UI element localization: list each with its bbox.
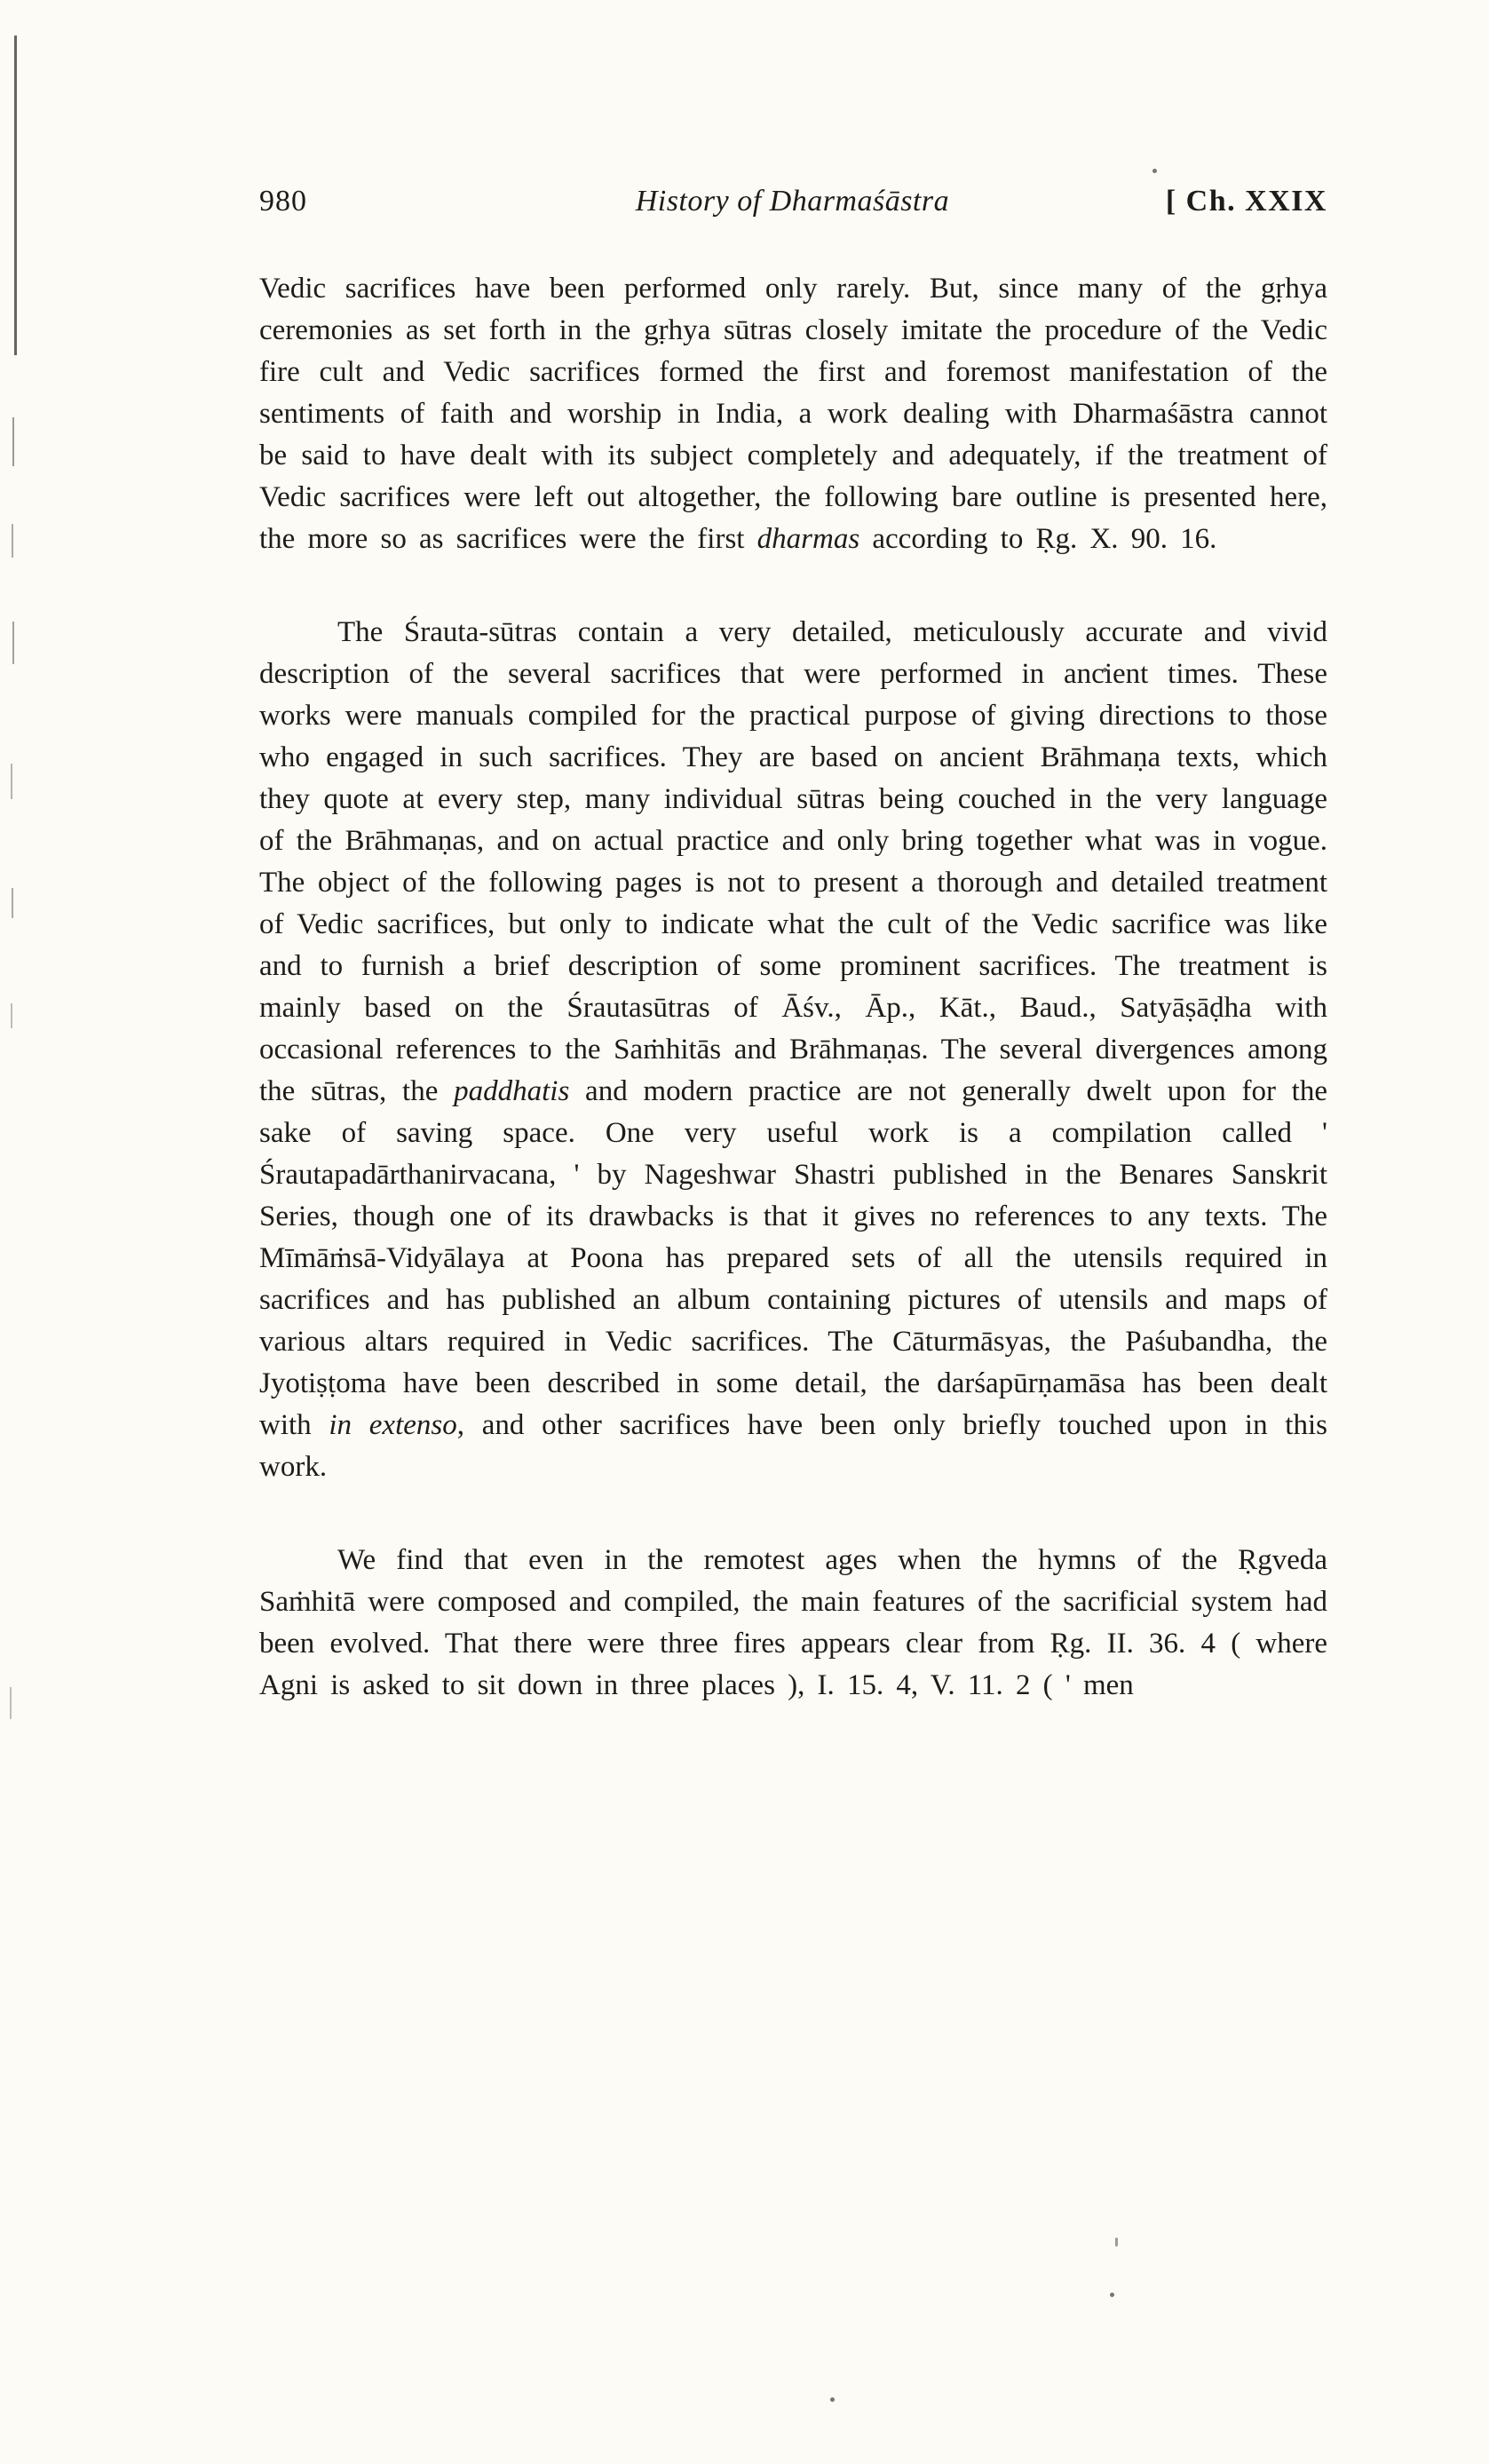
scan-artifact-dot	[830, 2397, 835, 2402]
italic-text: in extenso	[329, 1409, 457, 1441]
body-text: , and other sacrifices have been only briefly touched upon in this work.	[259, 1409, 1327, 1483]
body-text: and modern practice are not generally dwelt upon for the sake of saving space. One very useful work is a compilation called ' Śrautapadārthanirvacana, ' by Nageshwar Shastri published in the Benares Sanskrit Series, though one of its drawbacks is that it gives no references to any texts. The Mīmāṁsā-Vidyālaya at Poona has prepared sets of all the utensils required in sacrifices and has published an album containing pictures of utensils and maps of various altars required in Vedic sacrifices. The Cāturmāsyas, the Paśubandha, the Jyotiṣṭoma have been described in some detail, the darśapūrṇamāsa has been dealt with	[259, 1075, 1327, 1441]
paragraph	[259, 612, 1327, 1488]
scan-artifact-tick	[12, 524, 13, 558]
body-text: We find that even in the remotest ages when the hymns of the Ṛgveda Saṁhitā were composed and compiled, the main features of the sacrificial system had been evolved. That there were three fires appears clear from Ṛg. II. 36. 4 ( where Agni is asked to sit down in three places ), I. 15. 4, V. 11. 2 ( ' men	[259, 1544, 1327, 1701]
italic-text: dharmas	[756, 523, 860, 555]
page-content	[259, 185, 1327, 1707]
page-number: 980	[259, 185, 307, 218]
scan-artifact-tick	[12, 622, 14, 664]
running-title: History of Dharmaśāstra	[635, 185, 950, 218]
paragraph	[259, 1540, 1327, 1707]
scan-artifact-tick	[12, 888, 13, 918]
scan-artifact-tick	[11, 1003, 12, 1028]
body-text: The Śrauta-sūtras contain a very detailed, meticulously accurate and vivid description of the several sacrifices that were performed in ancient times. These works were manuals compiled for the practical purpose of giving directions to those who engaged in such sacrifices. They are based on ancient Brāhmaṇa texts, which they quote at every step, many individual sūtras being couched in the very language of the Brāhmaṇas, and on actual practice and only bring together what was in vogue. The object of the following pages is not to present a thorough and detailed treatment of Vedic sacrifices, but only to indicate what the cult of the Vedic sacrifice was like and to furnish a brief description of some prominent sacrifices. The treatment is mainly based on the Śrautasūtras of Āśv., Āp., Kāt., Baud., Satyāṣāḍha with occasional references to the Saṁhitās and Brāhmaṇas. The several divergences among the sūtras, the	[259, 616, 1327, 1107]
page-header	[259, 185, 1327, 218]
scan-artifact-tick	[10, 1687, 12, 1719]
scan-artifact-dot	[1110, 2293, 1114, 2297]
italic-text: paddhatis	[454, 1075, 570, 1107]
scan-artifact-dot	[1152, 169, 1157, 173]
body-text: Vedic sacrifices have been performed only rarely. But, since many of the gṛhya ceremonies as set forth in the gṛhya sūtras closely imitate the procedure of the Vedic fire cult and Vedic sacrifices formed the first and foremost manifestation of the sentiments of faith and worship in India, a work dealing with Dharmaśāstra cannot be said to have dealt with its subject completely and adequately, if the treatment of Vedic sacrifices were left out altogether, the following bare outline is presented here, the more so as sacrifices were the first	[259, 273, 1327, 555]
chapter-label: [ Ch. XXIX	[1165, 185, 1327, 218]
scan-artifact-tick	[12, 417, 14, 466]
scan-artifact-tick	[11, 764, 12, 799]
body-text: according to Ṛg. X. 90. 16.	[859, 523, 1217, 555]
paragraph	[259, 268, 1327, 560]
scan-artifact-dot	[1115, 2238, 1118, 2246]
scan-artifact-binding-line	[14, 36, 17, 355]
page-text	[259, 268, 1327, 1707]
